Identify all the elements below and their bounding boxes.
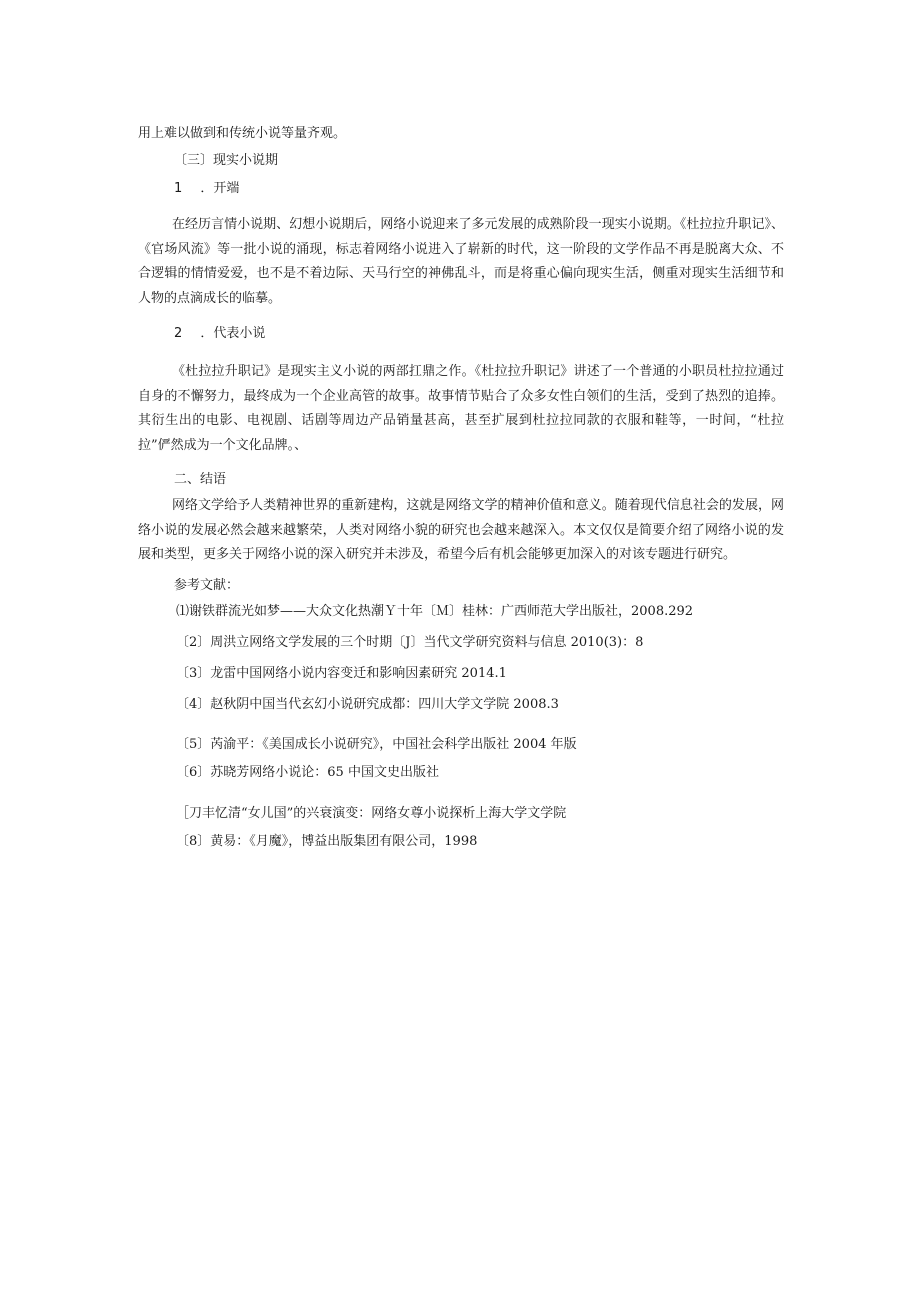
subheading-number: 2 xyxy=(174,326,183,341)
intro-line: 用上难以做到和传统小说等量齐观。 xyxy=(138,126,347,141)
reference-item: ⑴谢铁群流光如梦——大众文化热潮Ｙ十年〔Ｍ〕桂林：广西师范大学出版社，2008.292 xyxy=(176,604,694,619)
reference-item: 〔5〕芮渝平：《美国成长小说研究》，中国社会科学出版社 2004 年版 xyxy=(176,737,577,752)
section3-heading: 〔三〕现实小说期 xyxy=(174,153,279,168)
reference-item: 〔3〕龙雷中国网络小说内容变迁和影响因素研究 2014.1 xyxy=(176,666,507,681)
reference-item: 〔2〕周洪立网络文学发展的三个时期〔J〕当代文学研究资料与信息 2010(3)：8 xyxy=(176,635,644,650)
references-heading: 参考文献： xyxy=(174,578,240,593)
subheading-representative xyxy=(174,326,265,342)
subheading-opening xyxy=(174,181,239,197)
reference-item: 〔4〕赵秋阴中国当代玄幻小说研究成都：四川大学文学院 2008.3 xyxy=(176,697,559,712)
paragraph-conclusion: 网络文学给予人类精神世界的重新建构，这就是网络文学的精神价值和意义。随着现代信息社会的发展，网络小说的发展必然会越来越繁荣，人类对网络小貌的研究也会越来越深入。本文仅仅是简要介绍了网络小说的发展和类型，更多关于网络小说的深入研究并未涉及，希望今后有机会能够更加深入的对该专题进行研究。 xyxy=(138,498,784,563)
reference-item: 〔8〕黄易：《月魔》，博益出版集团有限公司，1998 xyxy=(176,834,478,849)
conclusion-heading: 二、结语 xyxy=(174,472,227,487)
paragraph-representative: 《杜拉拉升职记》是现实主义小说的两部扛鼎之作。《杜拉拉升职记》讲述了一个普通的小职员杜拉拉通过自身的不懈努力，最终成为一个企业高管的故事。故事情节贴合了众多女性白领们的生活，受到了热烈的追捧。其衍生出的电影、电视剧、话剧等周边产品销量甚高，甚至扩展到杜拉拉同款的衣服和鞋等，一时间，“杜拉拉”俨然成为一个文化品牌。、 xyxy=(138,364,784,453)
subheading-label: ．代表小说 xyxy=(200,326,266,341)
paragraph-opening: 在经历言情小说期、幻想小说期后，网络小说迎来了多元发展的成熟阶段一现实小说期。《杜拉拉升职记》、《官场风流》等一批小说的涌现，标志着网络小说进入了崭新的时代，这一阶段的文学作品不再是脱离大众、不合逻辑的情情爱爱，也不是不着边际、天马行空的神佛乱斗，而是将重心偏向现实生活，侧重对现实生活细节和人物的点滴成长的临摹。 xyxy=(138,217,784,306)
reference-item: 〔6〕苏晓芳网络小说论：65 中国文史出版社 xyxy=(176,765,439,780)
subheading-number: 1 xyxy=(174,181,183,196)
subheading-label: ．开端 xyxy=(200,181,240,196)
reference-item: ［刀丰忆清“女儿国”的兴衰演变：网络女尊小说探析上海大学文学院 xyxy=(176,806,567,821)
